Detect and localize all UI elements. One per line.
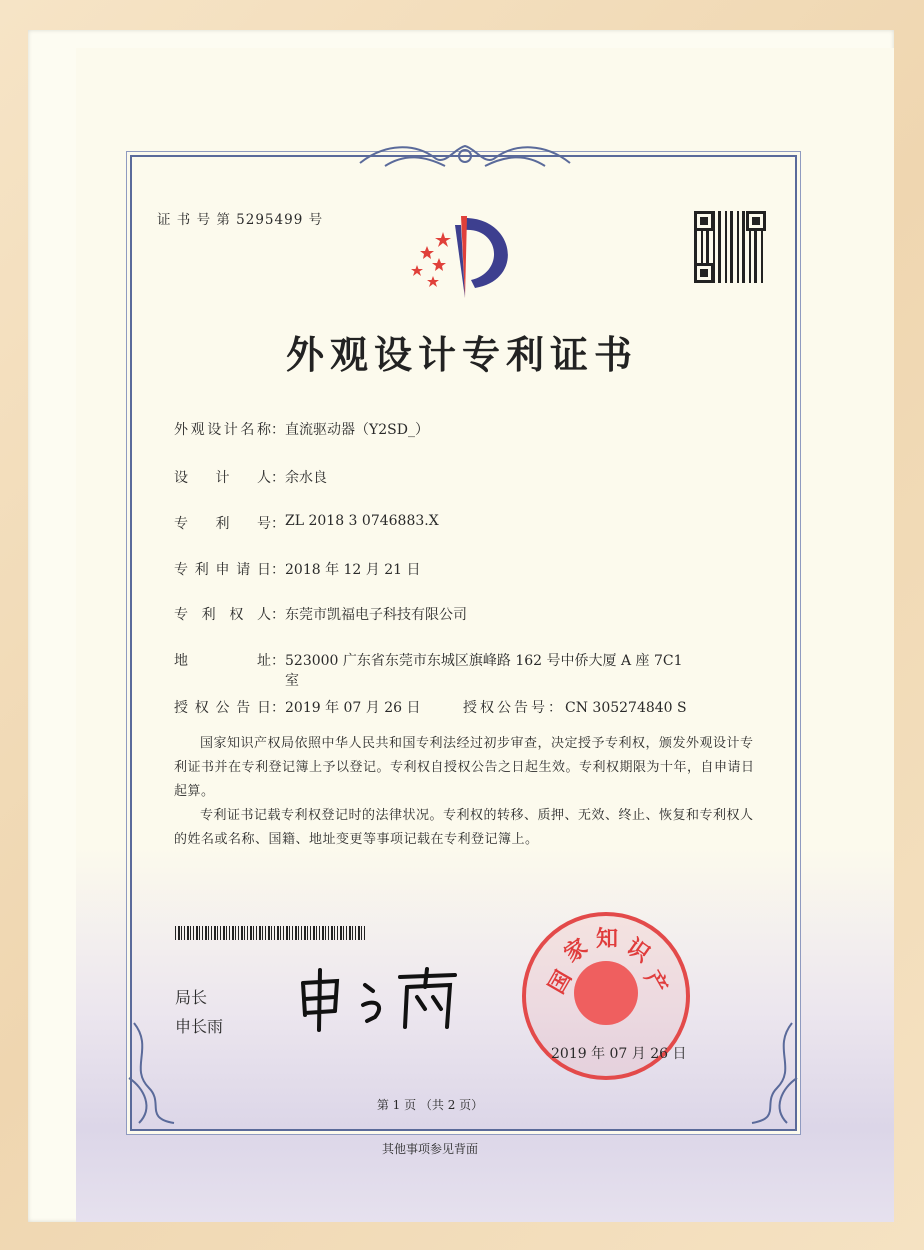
field-patentee: 专 利 权 人 ： 东莞市凯福电子科技有限公司 [174, 604, 467, 624]
director-title: 局长 [175, 988, 208, 1007]
field-value: 直流驱动器（Y2SD_） [285, 422, 429, 438]
field-patent-number: 专 利 号 ： ZL 2018 3 0746883.X [174, 513, 439, 532]
paragraph: 国家知识产权局依照中华人民共和国专利法经过初步审查，决定授予专利权，颁发外观设计专利证书并在专利登记簿上予以登记。专利权自授权公告之日起生效。专利权期限为十年，自申请日起算。 [174, 736, 755, 799]
field-label: 专 利 申 请 日 [174, 562, 271, 578]
certificate-number: 证 书 号 第 5295499 号 [157, 212, 324, 228]
field-announcement-number [463, 697, 687, 717]
seal-date: 2019 年 07 月 26 日 [551, 1046, 687, 1062]
field-designer: 设 计 人 ： 余水良 [174, 467, 327, 487]
field-grant-date: 授 权 公 告 日 ： 2019 年 07 月 26 日 [174, 697, 421, 717]
top-ornament-icon [355, 138, 575, 172]
field-value: 东莞市凯福电子科技有限公司 [285, 607, 467, 623]
field-address: 地 址 ： 523000 广东省东莞市东城区旗峰路 162 号中侨大厦 A 座 7C1 室 [174, 650, 683, 690]
qr-finder [694, 263, 714, 283]
page-info: 第 1 页 （共 2 页） [376, 1098, 484, 1112]
patent-office-logo-icon [405, 210, 523, 300]
field-label: 授 权 公 告 日 [174, 700, 271, 716]
field-value: 2019 年 07 月 26 日 [285, 700, 421, 716]
field-value: ZL 2018 3 0746883.X [285, 513, 439, 529]
field-value: 523000 广东省东莞市东城区旗峰路 162 号中侨大厦 A 座 7C1 室 [285, 653, 683, 689]
footer-note: 其他事项参见背面 [381, 1142, 478, 1156]
field-label: 外 观 设 计 名 称 [174, 422, 271, 438]
page-title: 外观设计专利证书 [285, 332, 638, 377]
field-design-name: 外 观 设 计 名 称 ： 直流驱动器（Y2SD_） [174, 419, 429, 439]
qr-finder [746, 211, 766, 231]
field-label: 地 址 [174, 653, 271, 669]
barcode [175, 926, 367, 940]
qr-finder [694, 211, 714, 231]
director-name: 申长雨 [175, 1017, 224, 1036]
field-label: 专 利 权 人 [174, 607, 271, 623]
field-value: CN 305274840 S [565, 700, 687, 716]
paragraph: 专利证书记载专利权登记时的法律状况。专利权的转移、质押、无效、终止、恢复和专利权人的姓名或名称、国籍、地址变更等事项记载在专利登记簿上。 [174, 808, 754, 847]
field-value: 余水良 [285, 470, 327, 486]
national-emblem-icon [574, 961, 638, 1025]
qr-code[interactable] [694, 211, 766, 283]
field-label: 专 利 号 [174, 516, 271, 532]
official-seal: 国 家 知 识 产 [522, 912, 690, 1080]
field-value: 2018 年 12 月 21 日 [285, 562, 421, 578]
signature [295, 965, 465, 1035]
field-label: 设 计 人 [174, 470, 271, 486]
field-label: 授权公告号： [463, 700, 565, 716]
field-application-date: 专 利 申 请 日 ： 2018 年 12 月 21 日 [174, 559, 421, 579]
